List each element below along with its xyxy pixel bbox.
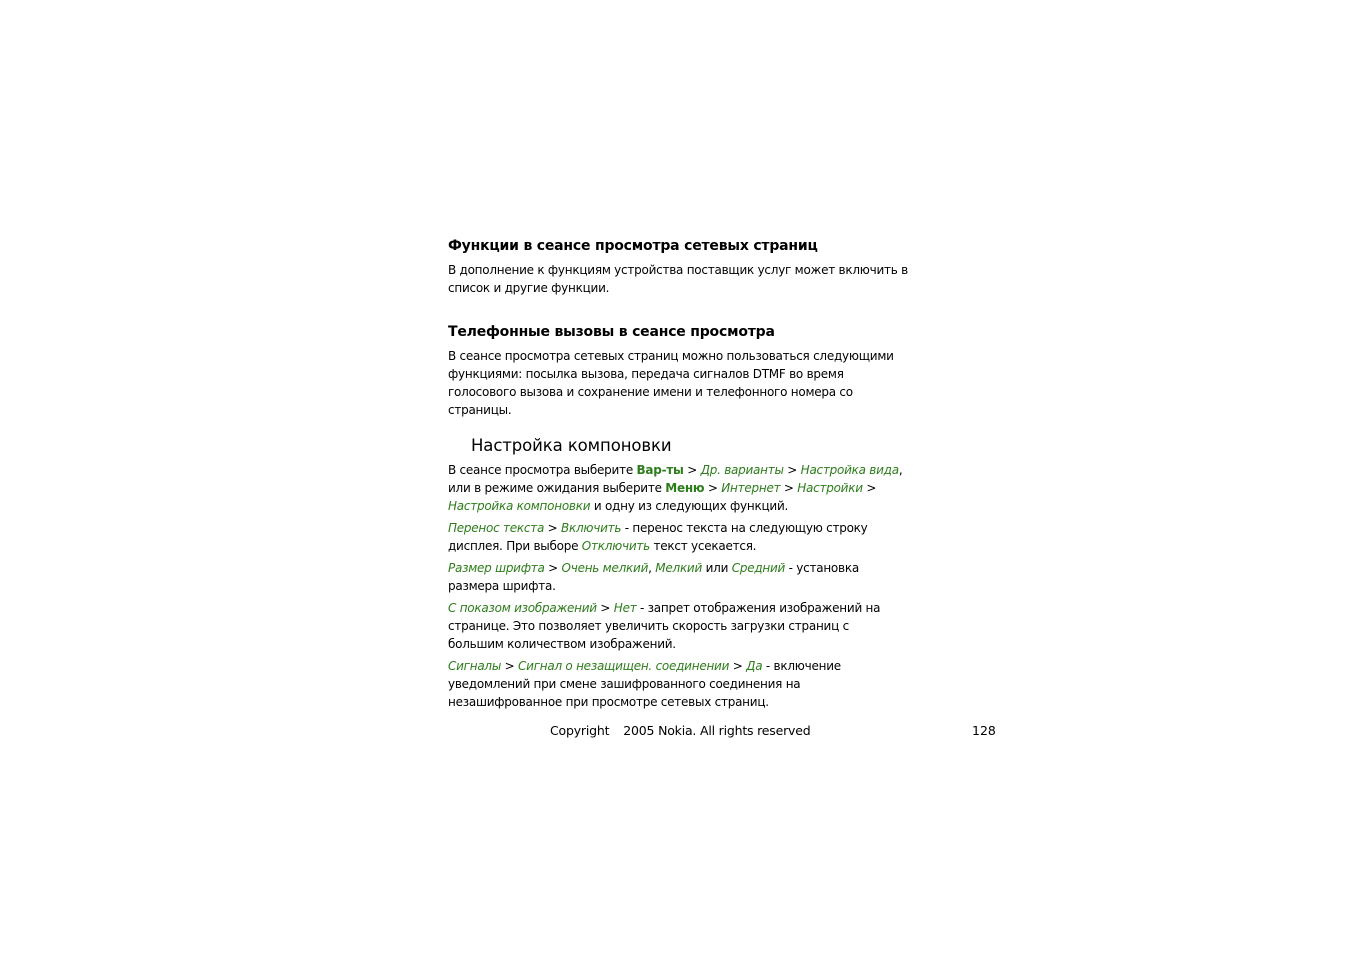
option-small: Мелкий	[655, 561, 703, 575]
page-number: 128	[972, 723, 996, 738]
heading-layout-settings: Настройка компоновки	[471, 436, 672, 455]
separator: >	[501, 659, 519, 673]
option-on: Включить	[561, 521, 622, 535]
softkey-options: Вар-ты	[636, 463, 684, 477]
option-very-small: Очень мелкий	[561, 561, 649, 575]
text-run: - включение уведомлений при смене зашифрованного соединения на незашифрованное при просмотре сетевых страниц.	[448, 659, 841, 709]
menu-path-view-settings: Настройка вида	[800, 463, 899, 477]
separator: >	[704, 481, 722, 495]
separator: >	[862, 481, 877, 495]
spacer	[448, 423, 908, 435]
text-run: и одну из следующих функций.	[590, 499, 789, 513]
separator: >	[729, 659, 747, 673]
text-run: ,	[648, 561, 656, 575]
option-show-images: С показом изображений	[448, 601, 597, 615]
option-no: Нет	[613, 601, 637, 615]
text-run: или	[702, 561, 732, 575]
text-run: , или в режиме ожидания выберите	[448, 463, 903, 495]
text-run: текст усекается.	[649, 539, 757, 553]
copyright-notice: 2005 Nokia. All rights reserved	[623, 723, 811, 738]
option-text-wrap: Перенос текста	[448, 521, 545, 535]
paragraph-show-images	[448, 599, 908, 653]
document-body	[448, 236, 908, 715]
option-alerts: Сигналы	[448, 659, 502, 673]
option-yes: Да	[746, 659, 763, 673]
heading-phone-calls: Телефонные вызовы в сеансе просмотра	[448, 324, 775, 340]
menu-path-more-options: Др. варианты	[700, 463, 784, 477]
option-medium: Средний	[731, 561, 786, 575]
text-run: - запрет отображения изображений на странице. Это позволяет увеличить скорость загрузки страниц с большим количеством изображений.	[448, 601, 881, 651]
option-unsecure-connection-alert: Сигнал о незащищен. соединении	[518, 659, 730, 673]
option-font-size: Размер шрифта	[448, 561, 545, 575]
menu-path-internet: Интернет	[721, 481, 781, 495]
footer-copyright	[550, 722, 810, 740]
menu-path-settings: Настройки	[797, 481, 863, 495]
text-run: - установка размера шрифта.	[448, 561, 859, 593]
softkey-menu: Меню	[665, 481, 705, 495]
separator: >	[596, 601, 614, 615]
heading-browsing-functions: Функции в сеансе просмотра сетевых страниц	[448, 238, 818, 254]
separator: >	[544, 521, 562, 535]
separator: >	[780, 481, 798, 495]
paragraph-font-size	[448, 559, 908, 595]
option-off: Отключить	[581, 539, 650, 553]
paragraph-layout-intro	[448, 461, 908, 515]
text-run: В сеансе просмотра выберите	[448, 463, 637, 477]
spacer	[448, 301, 908, 322]
copyright-label: Copyright	[550, 723, 610, 738]
paragraph-browsing-functions: В дополнение к функциям устройства поставщик услуг может включить в список и другие функции.	[448, 263, 908, 295]
separator: >	[544, 561, 562, 575]
menu-path-layout-settings: Настройка компоновки	[448, 499, 591, 513]
separator: >	[783, 463, 801, 477]
paragraph-phone-calls: В сеансе просмотра сетевых страниц можно пользоваться следующими функциями: посылка вызова, передача сигналов DTMF во время голосового вызова и сохранение имени и телефонного номера со страницы.	[448, 349, 894, 417]
paragraph-alerts	[448, 657, 908, 711]
text-run: - перенос текста на следующую строку дисплея. При выборе	[448, 521, 868, 553]
paragraph-text-wrap	[448, 519, 908, 555]
separator: >	[683, 463, 701, 477]
